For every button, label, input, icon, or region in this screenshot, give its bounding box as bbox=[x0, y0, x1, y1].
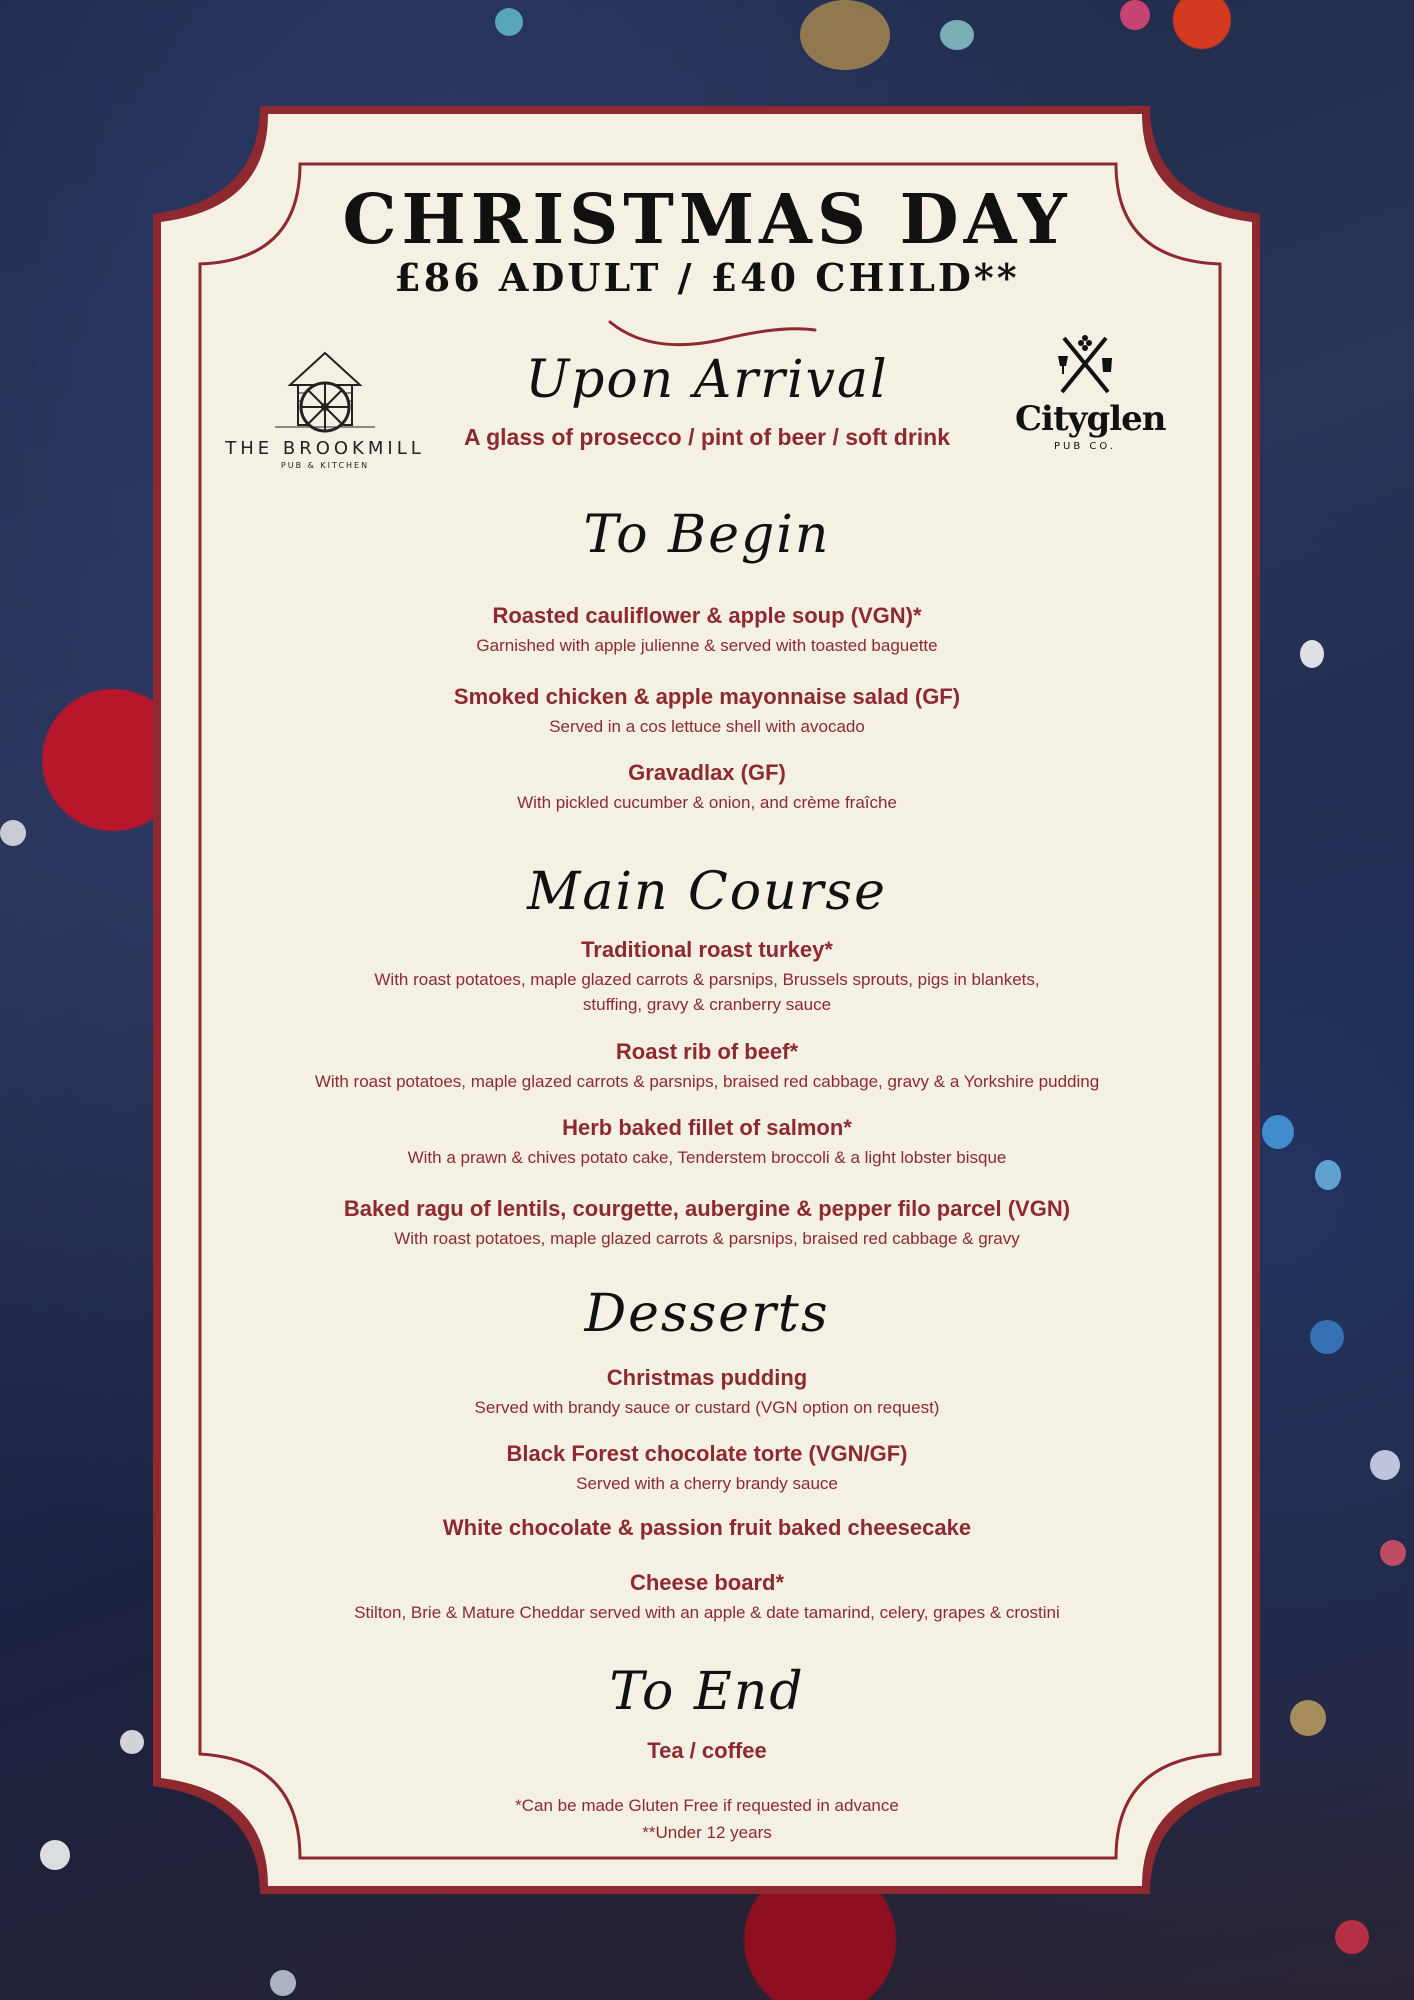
starter-desc: Served in a cos lettuce shell with avocado bbox=[549, 717, 865, 736]
to-end-heading: To End bbox=[609, 1662, 805, 1722]
main-name: Baked ragu of lentils, courgette, aubergine & pepper filo parcel (VGN) bbox=[343, 1196, 1071, 1221]
cityglen-name: Cityglen bbox=[1015, 399, 1166, 439]
main-desc-continued: stuffing, gravy & cranberry sauce bbox=[582, 995, 832, 1014]
starter-name: Smoked chicken & apple mayonnaise salad (GF) bbox=[453, 684, 961, 709]
main-course-heading: Main Course bbox=[527, 862, 887, 922]
to-end-text: Tea / coffee bbox=[647, 1738, 767, 1763]
price-line: £86 ADULT / £40 CHILD** bbox=[394, 255, 1020, 300]
main-desc: With a prawn & chives potato cake, Tenderstem broccoli & a light lobster bisque bbox=[407, 1148, 1007, 1167]
starter-desc: With pickled cucumber & onion, and crème fraîche bbox=[517, 793, 897, 812]
footnote-under-12: **Under 12 years bbox=[642, 1823, 772, 1842]
main-desc: With roast potatoes, maple glazed carrots & parsnips, braised red cabbage, gravy & a Yorkshire pudding bbox=[314, 1072, 1100, 1091]
main-desc: With roast potatoes, maple glazed carrots & parsnips, Brussels sprouts, pigs in blankets, bbox=[374, 970, 1040, 989]
main-name: Traditional roast turkey* bbox=[581, 937, 833, 962]
cityglen-subtitle: PUB CO. bbox=[1053, 441, 1116, 452]
desserts-heading: Desserts bbox=[584, 1284, 830, 1344]
dessert-name: White chocolate & passion fruit baked cheesecake bbox=[442, 1515, 972, 1540]
footnote-gluten-free: *Can be made Gluten Free if requested in advance bbox=[515, 1796, 899, 1815]
arrival-heading: Upon Arrival bbox=[525, 350, 889, 410]
dessert-desc: Served with brandy sauce or custard (VGN option on request) bbox=[474, 1398, 940, 1417]
brookmill-name: THE BROOKMILL bbox=[225, 438, 425, 459]
dessert-name: Cheese board* bbox=[629, 1570, 785, 1595]
starter-name: Roasted cauliflower & apple soup (VGN)* bbox=[492, 603, 922, 628]
starter-name: Gravadlax (GF) bbox=[628, 760, 786, 785]
starter-desc: Garnished with apple julienne & served with toasted baguette bbox=[476, 636, 938, 655]
main-name: Roast rib of beef* bbox=[615, 1039, 799, 1064]
dessert-name: Christmas pudding bbox=[606, 1365, 808, 1390]
brookmill-subtitle: PUB & KITCHEN bbox=[280, 461, 370, 470]
page-title: CHRISTMAS DAY bbox=[342, 180, 1072, 260]
main-name: Herb baked fillet of salmon* bbox=[562, 1115, 852, 1140]
dessert-desc: Served with a cherry brandy sauce bbox=[576, 1474, 838, 1493]
main-desc: With roast potatoes, maple glazed carrots & parsnips, braised red cabbage & gravy bbox=[394, 1229, 1020, 1248]
arrival-text: A glass of prosecco / pint of beer / soft drink bbox=[463, 424, 951, 450]
dessert-name: Black Forest chocolate torte (VGN/GF) bbox=[506, 1441, 908, 1466]
dessert-desc: Stilton, Brie & Mature Cheddar served with an apple & date tamarind, celery, grapes & crostini bbox=[354, 1603, 1060, 1622]
to-begin-heading: To Begin bbox=[583, 505, 831, 565]
